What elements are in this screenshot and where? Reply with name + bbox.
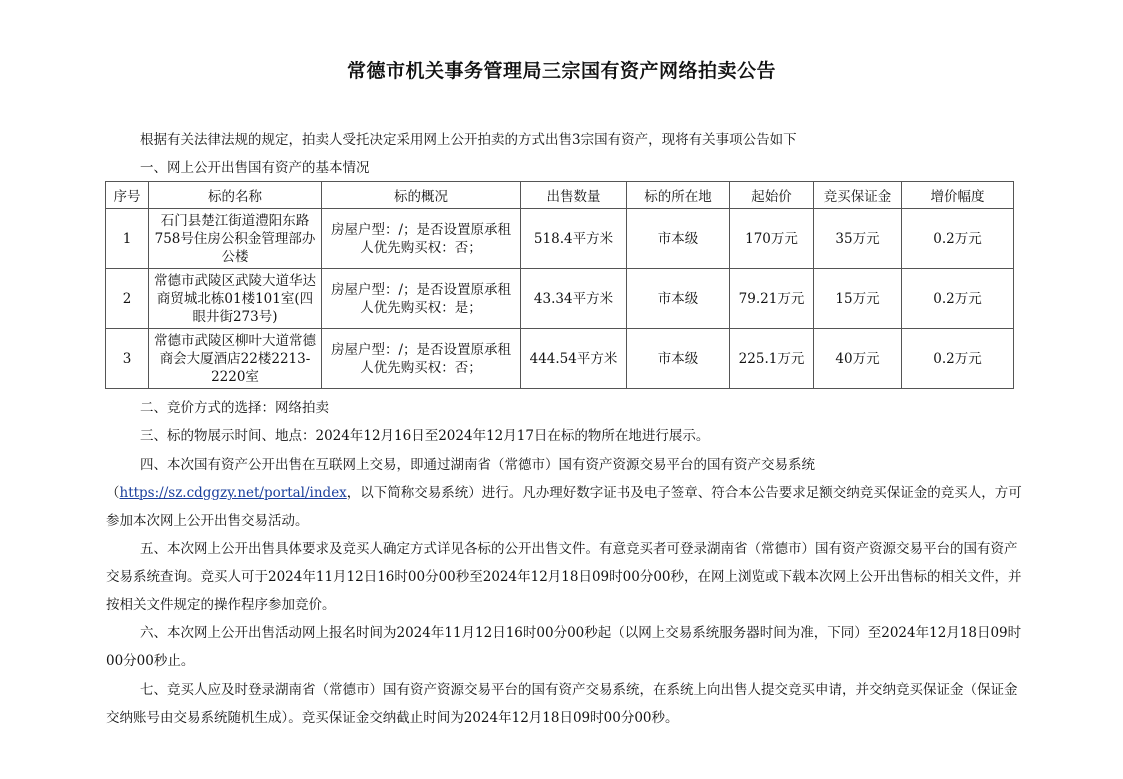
- cell-name: 常德市武陵区柳叶大道常德商会大厦酒店22楼2213-2220室: [149, 329, 322, 389]
- cell-overview: 房屋户型：/；是否设置原承租人优先购买权：否；: [322, 209, 521, 269]
- table-header-row: [106, 182, 1014, 209]
- section-4-text-before: 四、本次国有资产公开出售在互联网上交易，即通过湖南省（常德市）国有资产资源交易平台的国有资产交易系统（: [106, 457, 815, 501]
- cell-location: 市本级: [627, 209, 730, 269]
- cell-quantity: 43.34平方米: [521, 269, 627, 329]
- cell-start-price: 170万元: [730, 209, 814, 269]
- cell-deposit: 40万元: [814, 329, 902, 389]
- table-row: [106, 269, 1014, 329]
- cell-name: 常德市武陵区武陵大道华达商贸城北栋01楼101室(四眼井街273号): [149, 269, 322, 329]
- assets-table: [105, 181, 1014, 389]
- cell-quantity: 518.4平方米: [521, 209, 627, 269]
- header-quantity: 出售数量: [521, 182, 627, 209]
- cell-increment: 0.2万元: [902, 329, 1014, 389]
- section-7: 七、竞买人应及时登录湖南省（常德市）国有资产资源交易平台的国有资产交易系统，在系统上向出售人提交竞买申请，并交纳竞买保证金（保证金交纳账号由交易系统随机生成）。竞买保证金交纳截止时间为2024年12月18日09时00分00秒。: [106, 682, 1018, 726]
- section-5: 五、本次网上公开出售具体要求及竞买人确定方式详见各标的公开出售文件。有意竞买者可登录湖南省（常德市）国有资产资源交易平台的国有资产交易系统查询。竞买人可于2024年11月12日16时00分00秒至2024年12月18日09时00分00秒，在网上浏览或下载本次网上公开出售标的相关文件，并按相关文件规定的操作程序参加竞价。: [106, 541, 1022, 613]
- cell-no: 1: [106, 209, 149, 269]
- section-1-heading: 一、网上公开出售国有资产的基本情况: [140, 160, 370, 176]
- cell-increment: 0.2万元: [902, 269, 1014, 329]
- cell-overview: 房屋户型：/；是否设置原承租人优先购买权：否；: [322, 329, 521, 389]
- cell-name: 石门县楚江街道澧阳东路758号住房公积金管理部办公楼: [149, 209, 322, 269]
- cell-no: 3: [106, 329, 149, 389]
- header-deposit: 竞买保证金: [814, 182, 902, 209]
- header-start-price: 起始价: [730, 182, 814, 209]
- cell-start-price: 225.1万元: [730, 329, 814, 389]
- section-4-text-after: ，以下简称交易系统）进行。凡办理好数字证书及电子签章、符合本公告要求足额交纳竞买保证金的竞买人，方可参加本次网上公开出售交易活动。: [106, 485, 1022, 529]
- cell-overview: 房屋户型：/；是否设置原承租人优先购买权：是；: [322, 269, 521, 329]
- page-title: 常德市机关事务管理局三宗国有资产网络拍卖公告: [346, 60, 776, 82]
- cell-location: 市本级: [627, 269, 730, 329]
- section-4: [106, 451, 1022, 535]
- header-no: 序号: [106, 182, 149, 209]
- cell-deposit: 15万元: [814, 269, 902, 329]
- section-6: 六、本次网上公开出售活动网上报名时间为2024年11月12日16时00分00秒起（以网上交易系统服务器时间为准，下同）至2024年12月18日09时00分00秒止。: [106, 625, 1022, 669]
- cell-start-price: 79.21万元: [730, 269, 814, 329]
- section-2: 二、竞价方式的选择：网络拍卖: [140, 400, 329, 416]
- cell-deposit: 35万元: [814, 209, 902, 269]
- header-increment: 增价幅度: [902, 182, 1014, 209]
- trading-system-link[interactable]: https://sz.cdggzy.net/portal/index: [119, 485, 347, 501]
- cell-quantity: 444.54平方米: [521, 329, 627, 389]
- header-name: 标的名称: [149, 182, 322, 209]
- cell-location: 市本级: [627, 329, 730, 389]
- header-location: 标的所在地: [627, 182, 730, 209]
- intro-paragraph: 根据有关法律法规的规定，拍卖人受托决定采用网上公开拍卖的方式出售3宗国有资产，现将有关事项公告如下: [140, 132, 797, 148]
- cell-no: 2: [106, 269, 149, 329]
- table-row: [106, 329, 1014, 389]
- table-row: [106, 209, 1014, 269]
- cell-increment: 0.2万元: [902, 209, 1014, 269]
- section-3: 三、标的物展示时间、地点：2024年12月16日至2024年12月17日在标的物所在地进行展示。: [140, 428, 710, 444]
- header-overview: 标的概况: [322, 182, 521, 209]
